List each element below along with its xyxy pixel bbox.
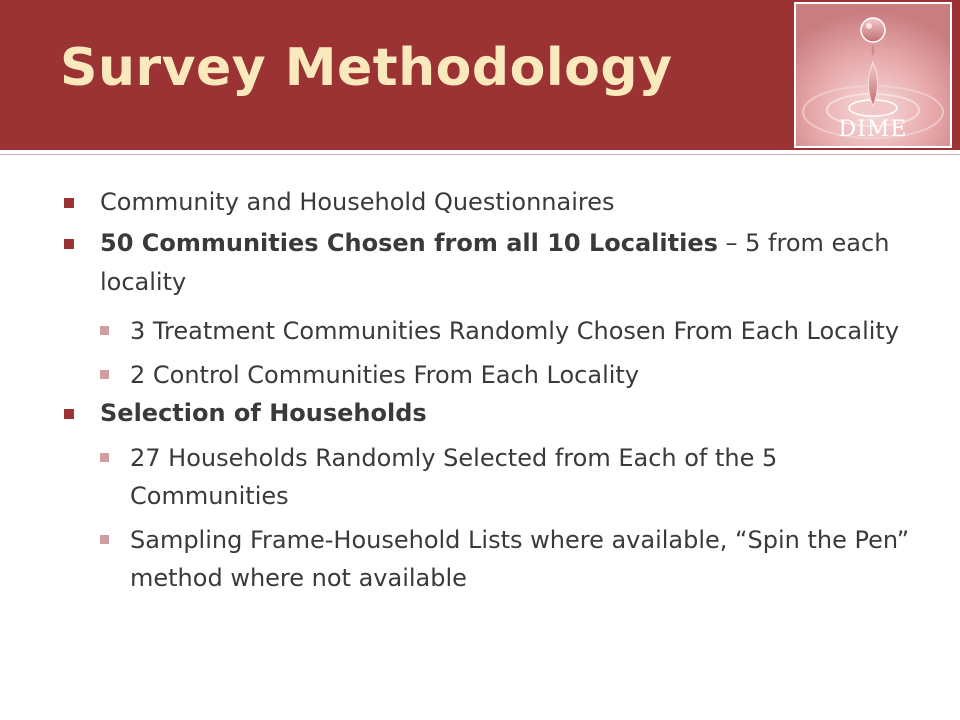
square-bullet-icon bbox=[64, 239, 74, 249]
bullet-item bbox=[60, 394, 920, 433]
bullet-text: – 5 from each locality bbox=[100, 229, 890, 296]
sub-bullet-item bbox=[60, 439, 920, 515]
square-bullet-icon bbox=[100, 370, 109, 379]
square-bullet-icon bbox=[100, 535, 109, 544]
square-bullet-icon bbox=[100, 326, 109, 335]
slide-title: Survey Methodology bbox=[60, 38, 673, 98]
bullet-item bbox=[60, 224, 920, 302]
sub-bullet-item bbox=[60, 312, 920, 350]
sub-bullet-text: 27 Households Randomly Selected from Each of the 5 Communities bbox=[130, 444, 778, 510]
header-divider bbox=[0, 150, 960, 155]
bullet-text: Community and Household Questionnaires bbox=[100, 188, 615, 216]
bullet-item bbox=[60, 183, 920, 222]
bullet-bold-text: 50 Communities Chosen from all 10 Localities bbox=[100, 229, 718, 257]
sub-bullet-text: 2 Control Communities From Each Locality bbox=[130, 361, 640, 389]
bullet-bold-text: Selection of Households bbox=[100, 399, 427, 427]
sub-bullet-text: 3 Treatment Communities Randomly Chosen From Each Locality bbox=[130, 317, 900, 345]
square-bullet-icon bbox=[64, 409, 74, 419]
svg-text:DIME: DIME bbox=[838, 117, 908, 142]
square-bullet-icon bbox=[64, 198, 74, 208]
dime-logo bbox=[794, 2, 952, 148]
water-drop-icon bbox=[796, 4, 950, 146]
square-bullet-icon bbox=[100, 453, 109, 462]
sub-bullet-item bbox=[60, 356, 920, 394]
sub-bullet-text: Sampling Frame-Household Lists where available, “Spin the Pen” method where not available bbox=[130, 526, 910, 592]
slide-body bbox=[60, 183, 920, 597]
sub-bullet-item bbox=[60, 521, 920, 597]
